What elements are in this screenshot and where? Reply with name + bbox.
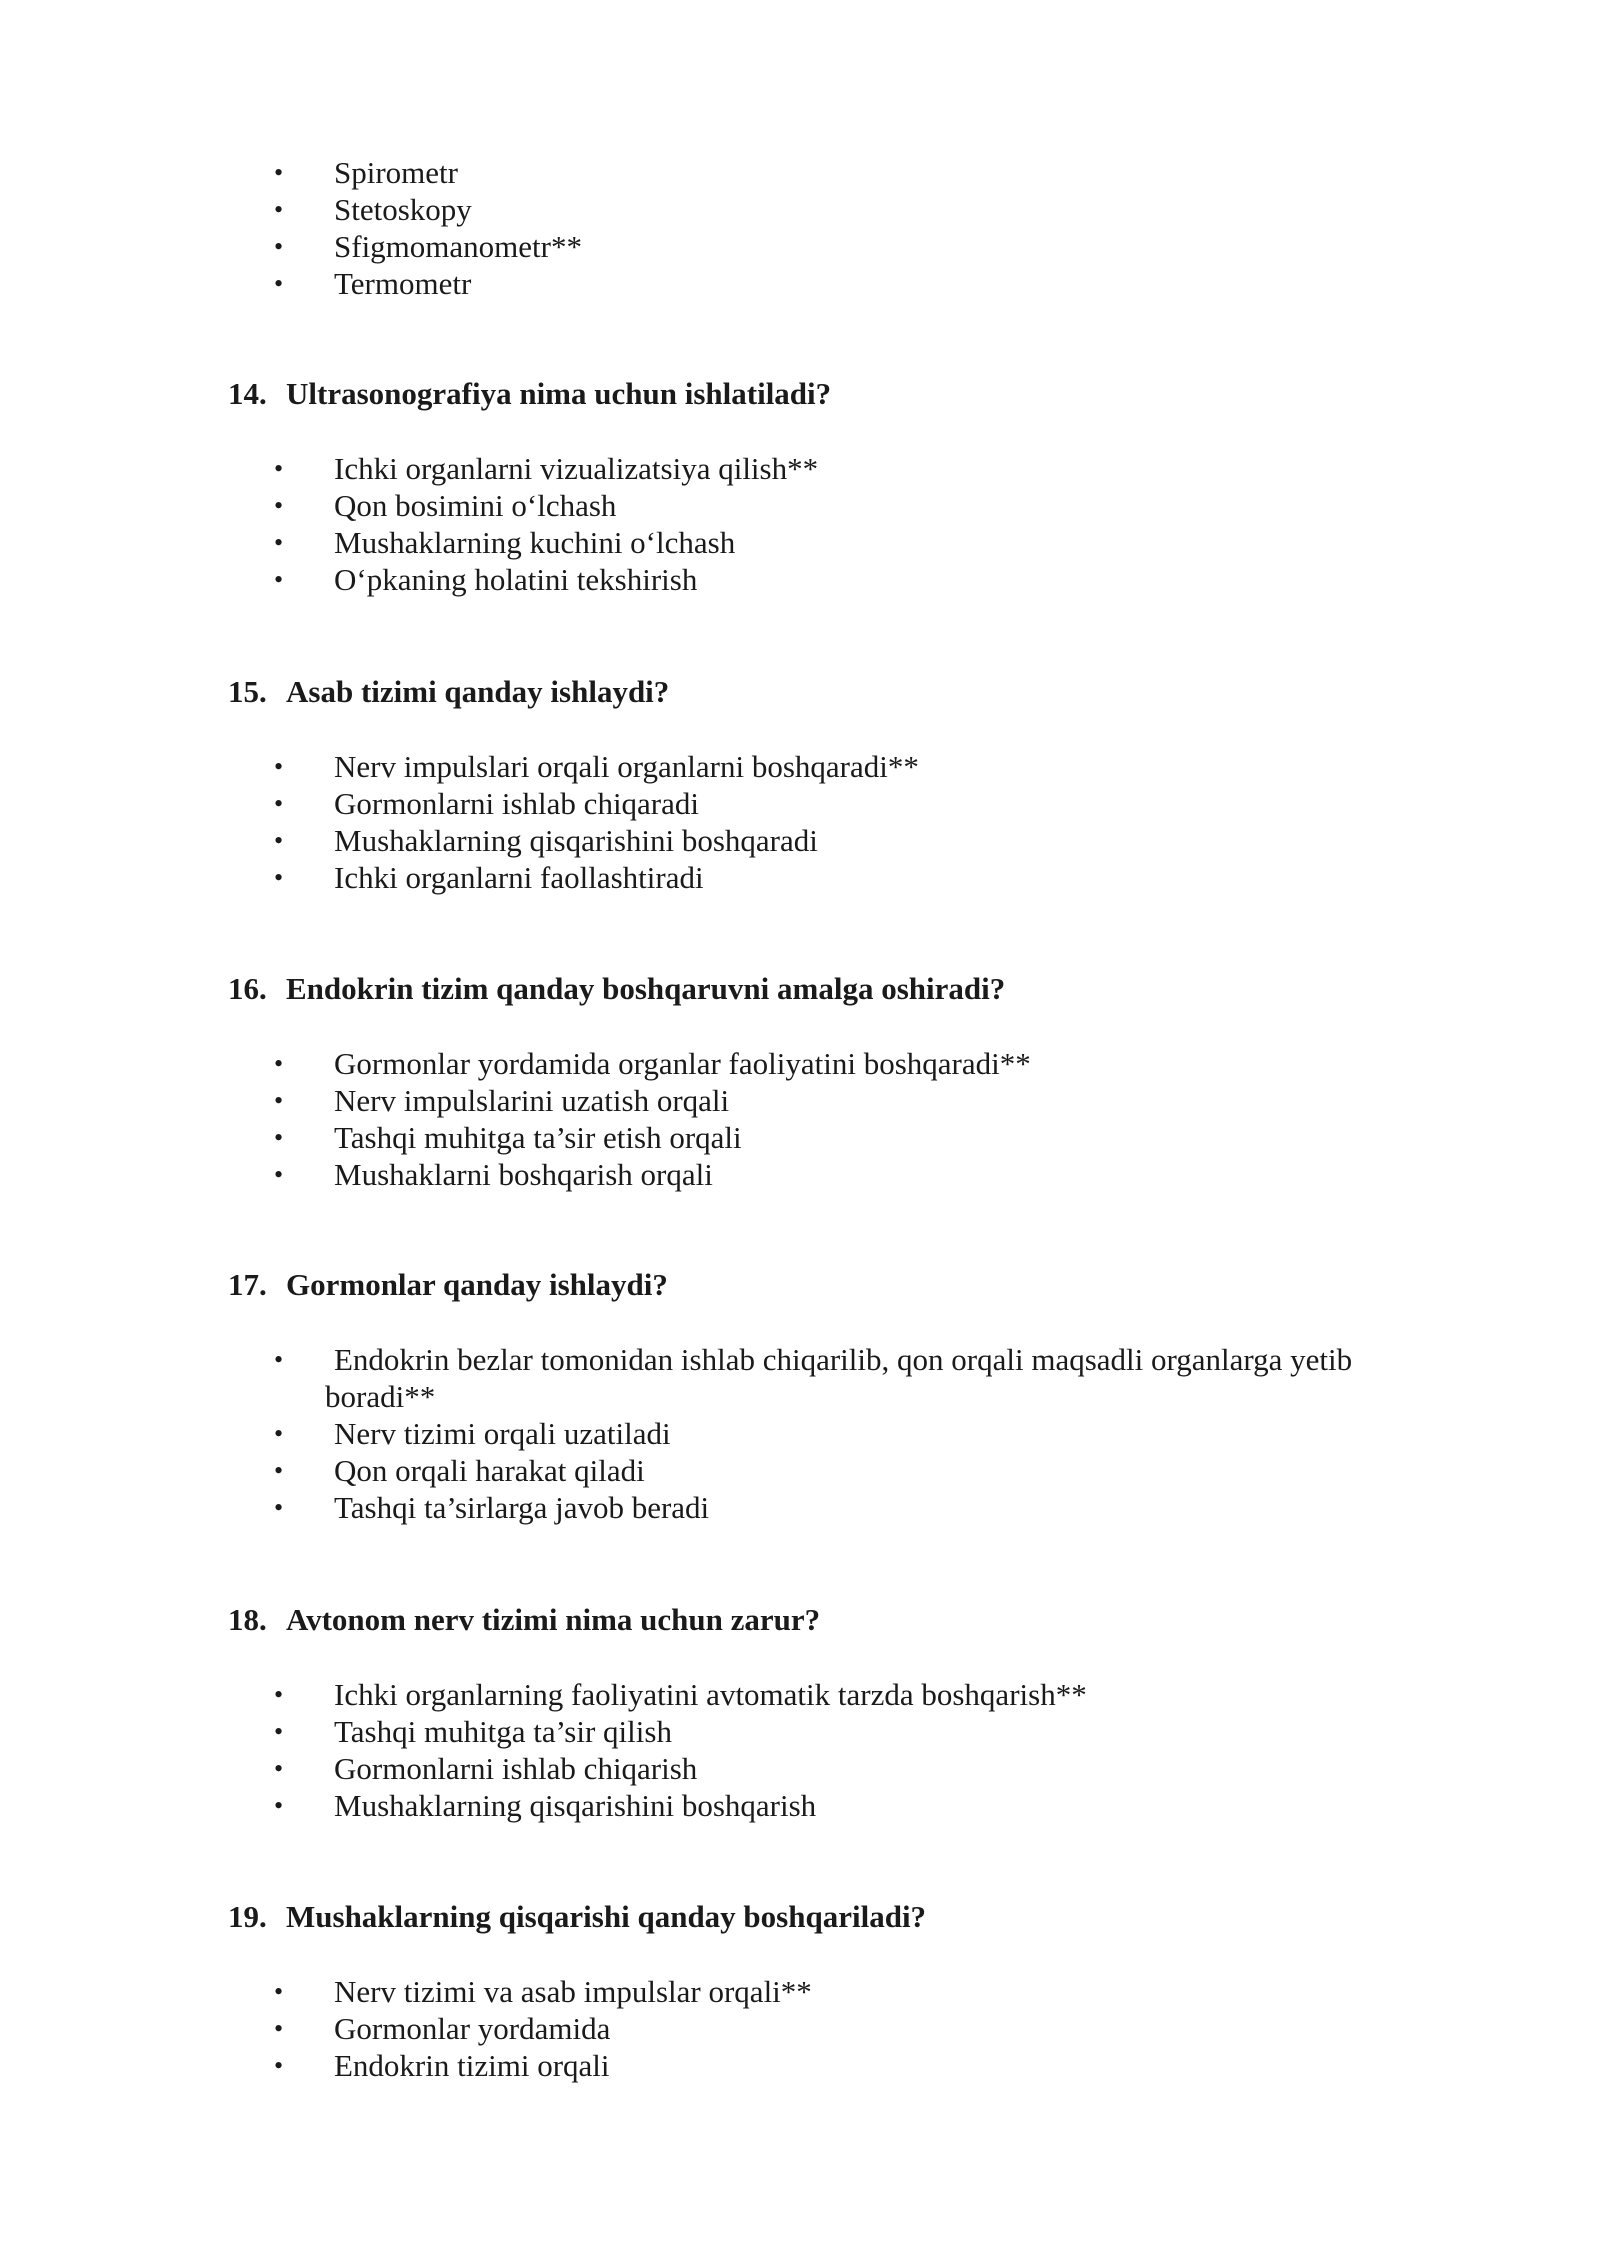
- option-text: Mushaklarni boshqarish orqali: [334, 1157, 713, 1192]
- question-number: 14.: [228, 376, 267, 411]
- option-text: Nerv impulslari orqali organlarni boshqaradi**: [334, 749, 919, 784]
- bullet-icon: •: [274, 863, 284, 892]
- list-item: [0, 1156, 1600, 1193]
- option-text: O‘pkaning holatini tekshirish: [334, 562, 698, 597]
- option-text: Termometr: [334, 266, 472, 301]
- bullet-icon: •: [274, 491, 284, 520]
- list-item: [0, 1119, 1600, 1156]
- option-text: Tashqi ta’sirlarga javob beradi: [334, 1490, 710, 1525]
- question-number: 19.: [228, 1899, 267, 1934]
- list-item: [0, 1713, 1600, 1750]
- question-text: Mushaklarning qisqarishi qanday boshqariladi?: [286, 1899, 927, 1934]
- list-item: [0, 1676, 1600, 1713]
- bullet-icon: •: [274, 1456, 284, 1485]
- option-list: [0, 154, 1600, 302]
- list-item: [0, 561, 1600, 598]
- question-text: Gormonlar qanday ishlaydi?: [286, 1267, 668, 1302]
- bullet-icon: •: [274, 752, 284, 781]
- question-heading: [228, 970, 1005, 1007]
- question-heading: [228, 1266, 668, 1303]
- bullet-icon: •: [274, 1977, 284, 2006]
- list-item: [0, 1489, 1600, 1526]
- list-item: [0, 1787, 1600, 1824]
- option-text: Nerv tizimi orqali uzatiladi: [334, 1416, 671, 1451]
- question-text: Endokrin tizim qanday boshqaruvni amalga oshiradi?: [286, 971, 1006, 1006]
- option-text: Tashqi muhitga ta’sir qilish: [334, 1714, 672, 1749]
- bullet-icon: •: [274, 269, 284, 298]
- option-list: [0, 1045, 1600, 1193]
- list-item: [0, 2010, 1600, 2047]
- option-text: Endokrin tizimi orqali: [334, 2048, 610, 2083]
- option-text: Nerv tizimi va asab impulslar orqali**: [334, 1974, 812, 2009]
- bullet-icon: •: [274, 1123, 284, 1152]
- question-number: 17.: [228, 1267, 267, 1302]
- option-text: Ichki organlarni vizualizatsiya qilish**: [334, 451, 819, 486]
- question-number: 15.: [228, 674, 267, 709]
- bullet-icon: •: [274, 1680, 284, 1709]
- question-number: 18.: [228, 1602, 267, 1637]
- list-item: [0, 1750, 1600, 1787]
- question-text: Avtonom nerv tizimi nima uchun zarur?: [286, 1602, 821, 1637]
- option-text: Stetoskopy: [334, 192, 472, 227]
- list-item: [0, 450, 1600, 487]
- list-item: [0, 1415, 1600, 1452]
- option-text: Spirometr: [334, 155, 458, 190]
- option-list: [0, 1341, 1600, 1526]
- question-heading: [228, 673, 669, 710]
- list-item: [0, 1082, 1600, 1119]
- option-list: [0, 1676, 1600, 1824]
- bullet-icon: •: [274, 1493, 284, 1522]
- option-text: Tashqi muhitga ta’sir etish orqali: [334, 1120, 742, 1155]
- option-text: Gormonlarni ishlab chiqaradi: [334, 786, 700, 821]
- list-item: [0, 154, 1600, 191]
- question-heading: [228, 375, 831, 412]
- list-item: [0, 1452, 1600, 1489]
- bullet-icon: •: [274, 826, 284, 855]
- option-text: Mushaklarning qisqarishini boshqarish: [334, 1788, 817, 1823]
- option-text: Mushaklarning qisqarishini boshqaradi: [334, 823, 818, 858]
- question-number: 16.: [228, 971, 267, 1006]
- bullet-icon: •: [274, 789, 284, 818]
- bullet-icon: •: [274, 158, 284, 187]
- option-text: Gormonlar yordamida: [334, 2011, 611, 2046]
- option-text: Gormonlar yordamida organlar faoliyatini boshqaradi**: [334, 1046, 1031, 1081]
- option-text: Nerv impulslarini uzatish orqali: [334, 1083, 730, 1118]
- bullet-icon: •: [274, 1086, 284, 1115]
- question-text: Ultrasonografiya nima uchun ishlatiladi?: [286, 376, 832, 411]
- option-list: [0, 1973, 1600, 2084]
- option-text: Qon bosimini o‘lchash: [334, 488, 617, 523]
- option-text: Endokrin bezlar tomonidan ishlab chiqarilib, qon orqali maqsadli organlarga yetib boradi**: [325, 1342, 1353, 1414]
- option-text: Mushaklarning kuchini o‘lchash: [334, 525, 736, 560]
- list-item: [0, 785, 1600, 822]
- bullet-icon: •: [274, 1345, 284, 1374]
- option-list: [0, 450, 1600, 598]
- question-text: Asab tizimi qanday ishlaydi?: [286, 674, 670, 709]
- option-text: Sfigmomanometr**: [334, 229, 582, 264]
- list-item: [0, 822, 1600, 859]
- option-text: Qon orqali harakat qiladi: [334, 1453, 645, 1488]
- bullet-icon: •: [274, 1754, 284, 1783]
- list-item: [0, 228, 1600, 265]
- bullet-icon: •: [274, 454, 284, 483]
- bullet-icon: •: [274, 195, 284, 224]
- bullet-icon: •: [274, 528, 284, 557]
- bullet-icon: •: [274, 565, 284, 594]
- list-item: [0, 1973, 1600, 2010]
- option-list: [0, 748, 1600, 896]
- list-item: [0, 2047, 1600, 2084]
- list-item: [0, 524, 1600, 561]
- list-item: [0, 487, 1600, 524]
- bullet-icon: •: [274, 2051, 284, 2080]
- list-item: [0, 265, 1600, 302]
- option-text: Gormonlarni ishlab chiqarish: [334, 1751, 698, 1786]
- bullet-icon: •: [274, 232, 284, 261]
- bullet-icon: •: [274, 1160, 284, 1189]
- list-item: [0, 859, 1600, 896]
- list-item: [0, 1341, 1600, 1415]
- bullet-icon: •: [274, 1717, 284, 1746]
- question-heading: [228, 1898, 926, 1935]
- bullet-icon: •: [274, 1791, 284, 1820]
- bullet-icon: •: [274, 1049, 284, 1078]
- list-item: [0, 1045, 1600, 1082]
- question-heading: [228, 1601, 820, 1638]
- option-text: Ichki organlarning faoliyatini avtomatik tarzda boshqarish**: [334, 1677, 1087, 1712]
- bullet-icon: •: [274, 2014, 284, 2043]
- list-item: [0, 748, 1600, 785]
- option-text: Ichki organlarni faollashtiradi: [334, 860, 704, 895]
- list-item: [0, 191, 1600, 228]
- bullet-icon: •: [274, 1419, 284, 1448]
